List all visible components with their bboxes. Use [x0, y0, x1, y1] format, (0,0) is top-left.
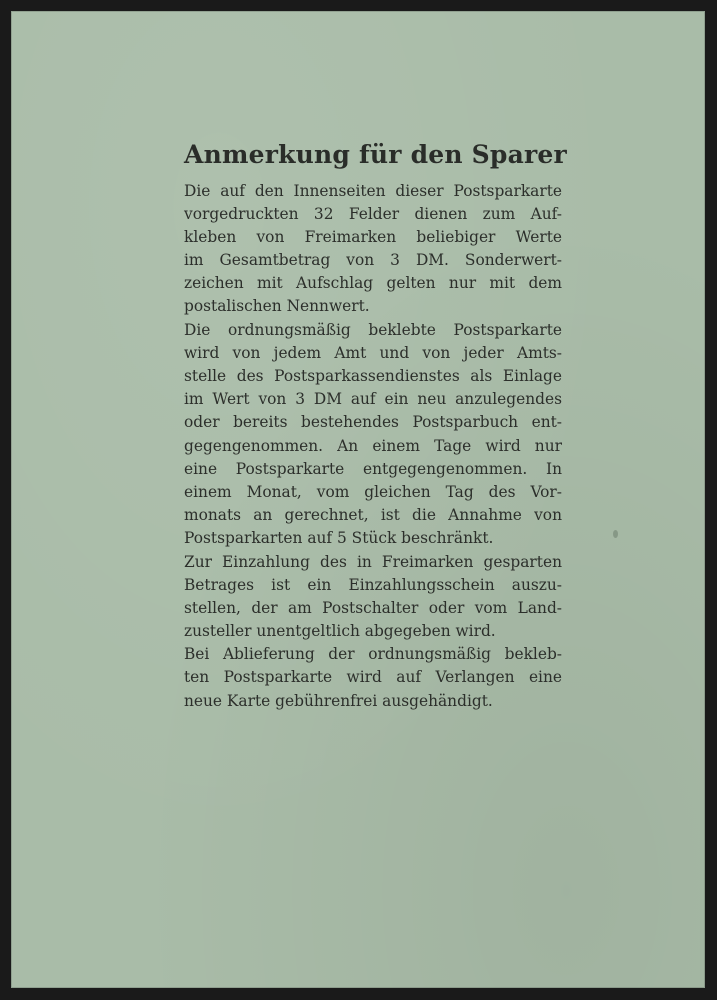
paragraph-stamp-collection: [184, 180, 562, 319]
text-line: gegengenommen. An einem Tage wird nur: [184, 436, 562, 455]
text-line: im Gesamtbetrag von 3 DM. Sonderwert-: [184, 251, 562, 270]
text-line: postalischen Nennwert.: [184, 297, 370, 316]
text-line: neue Karte gebührenfrei ausgehändigt.: [184, 691, 493, 710]
paragraph-acceptance-rules: [184, 319, 562, 551]
text-line: monats an gerechnet, ist die Annahme von: [184, 506, 562, 525]
text-line: stelle des Postsparkassendienstes als Einlage: [184, 367, 562, 385]
paragraph-new-card: [184, 643, 562, 713]
note-text-block: [184, 139, 567, 713]
text-line: zeichen mit Aufschlag gelten nur mit dem: [184, 274, 562, 293]
paragraph-deposit-slip: [184, 551, 562, 644]
text-line: Zur Einzahlung des in Freimarken gesparten: [184, 552, 562, 571]
text-line: ten Postsparkarte wird auf Verlangen eine: [184, 668, 562, 687]
text-line: einem Monat, vom gleichen Tag des Vor-: [184, 482, 562, 501]
text-line: Die ordnungsmäßig beklebte Postsparkarte: [184, 320, 562, 339]
text-line: zusteller unentgeltlich abgegeben wird.: [184, 622, 496, 641]
text-line: kleben von Freimarken beliebiger Werte: [184, 227, 562, 246]
text-line: Postsparkarten auf 5 Stück beschränkt.: [184, 529, 494, 548]
text-line: oder bereits bestehendes Postsparbuch ent-: [184, 413, 562, 432]
text-line: im Wert von 3 DM auf ein neu anzulegendes: [184, 390, 562, 409]
text-line: Bei Ablieferung der ordnungsmäßig bekleb-: [184, 645, 562, 664]
text-line: wird von jedem Amt und von jeder Amts-: [184, 343, 562, 362]
page-title: Anmerkung für den Sparer: [184, 140, 567, 169]
text-line: Die auf den Innenseiten dieser Postsparkarte: [184, 181, 562, 200]
postsparkarte-card: [11, 11, 705, 988]
text-line: eine Postsparkarte entgegengenommen. In: [184, 459, 562, 478]
text-line: stellen, der am Postschalter oder vom Land-: [184, 598, 562, 617]
paper-speck: [613, 530, 618, 538]
text-line: Betrages ist ein Einzahlungsschein auszu-: [184, 575, 562, 594]
text-line: vorgedruckten 32 Felder dienen zum Auf-: [184, 204, 562, 223]
